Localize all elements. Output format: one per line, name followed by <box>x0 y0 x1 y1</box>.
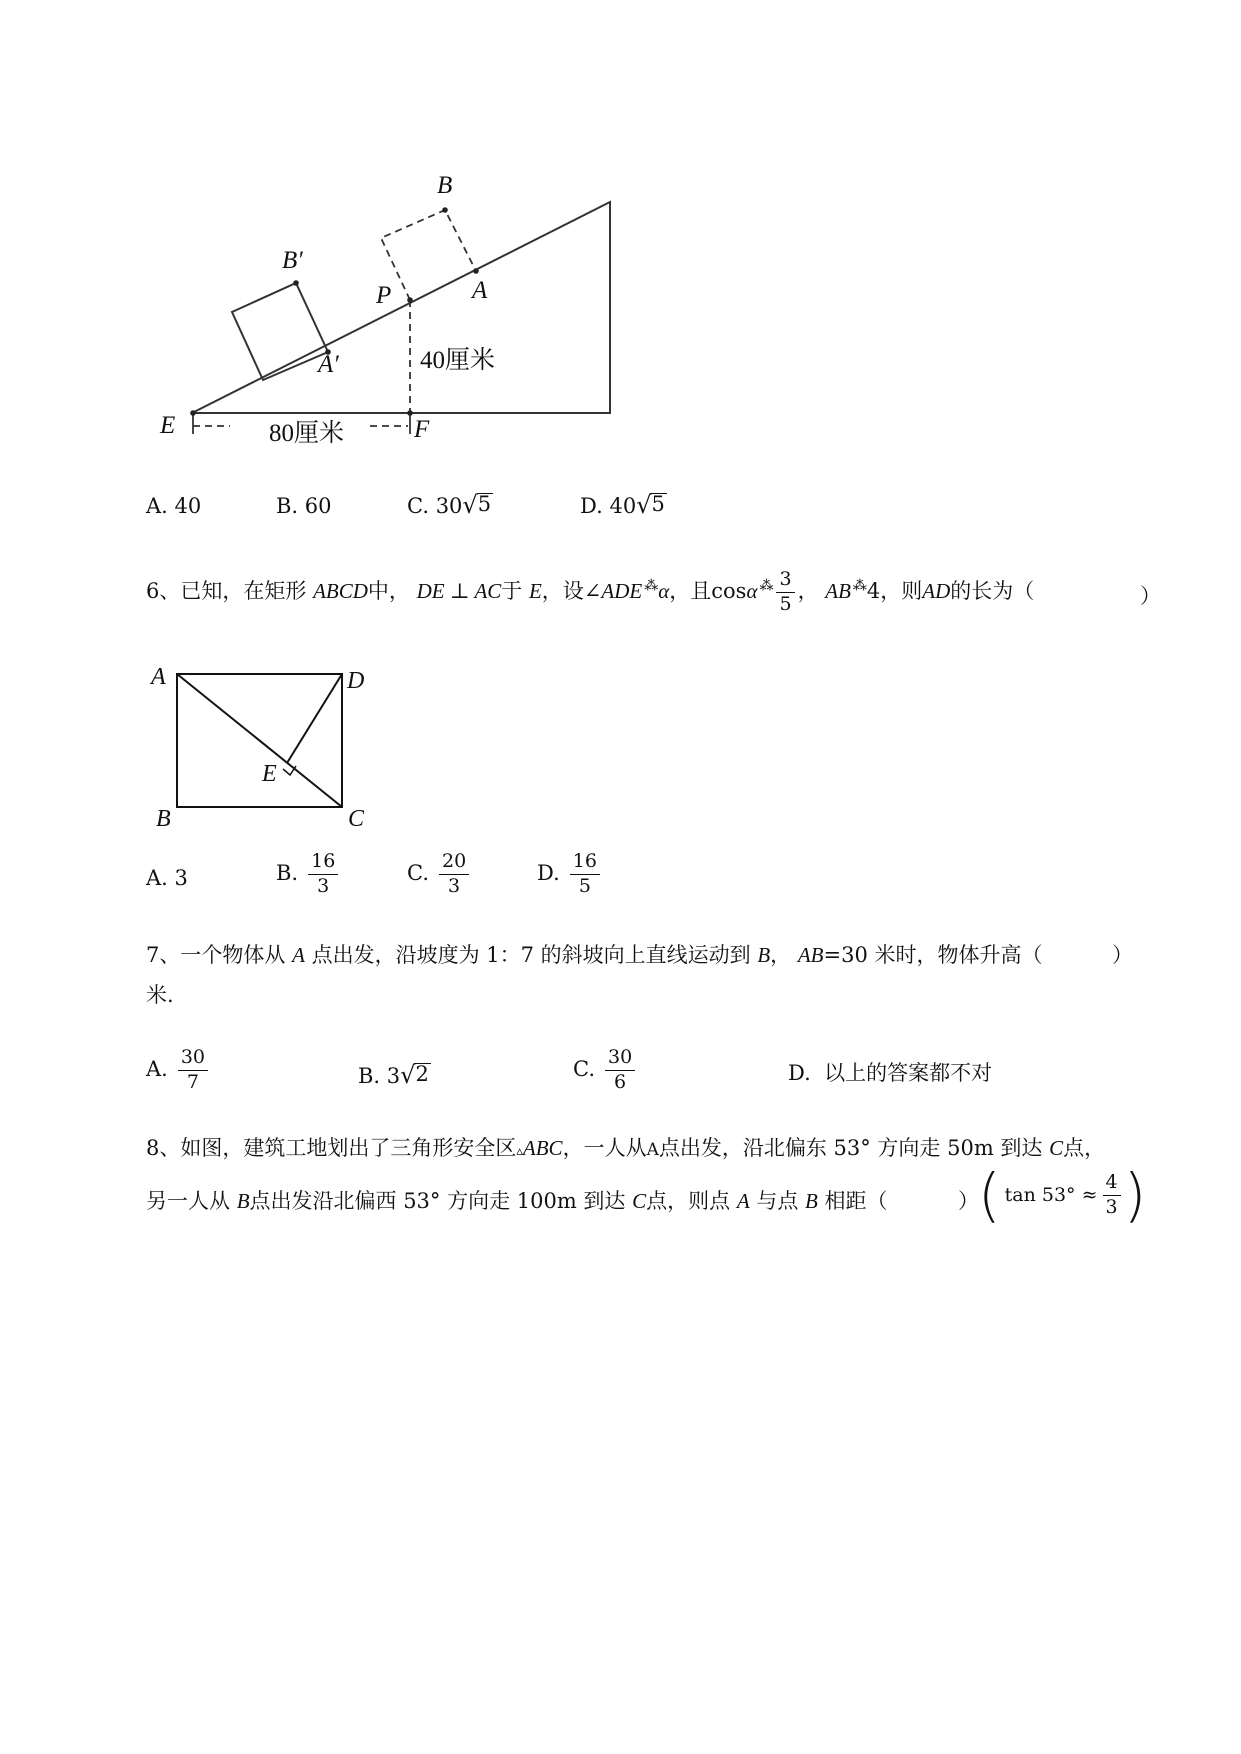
q6-close-paren: ） <box>1140 584 1161 608</box>
base-label: 80厘米 <box>269 420 345 447</box>
q8-close-paren: ） <box>958 1189 979 1213</box>
diagonal-ac <box>177 674 342 807</box>
square-b-prime <box>232 283 328 380</box>
label-a-prime: A′ <box>318 351 339 378</box>
q6-option-c: C. $\frac{20}{3}$ <box>407 852 472 897</box>
q5-option-b: B. 60 <box>276 494 332 518</box>
rect-label-a: A <box>151 664 166 690</box>
rect-label-d: D <box>347 668 365 694</box>
q5-option-a: A. 40 <box>146 494 202 518</box>
q6-question: 6、已知，在矩形 ABCD中， DE ⊥ AC于 E，设∠ADE ⁂α，且cosα ⁂ $\frac{3}{5}$ ， AB ⁂4，则AD的长为（ <box>146 568 1035 615</box>
q8-question-line1: 8、如图，建筑工地划出了三角形安全区▵ABC，一人从A点出发，沿北偏东 53° 方向走 50m 到达 C点， <box>146 1136 1106 1160</box>
q7-close-paren: ） <box>1112 943 1133 967</box>
segment-de <box>287 674 342 763</box>
height-label: 40厘米 <box>420 347 496 374</box>
q8-tan-hint: ( tan 53° ≈ $\frac{4}{3}$ ) <box>978 1161 1147 1229</box>
rectangle-figure <box>140 660 390 835</box>
q6-option-a: A. 3 <box>146 866 188 890</box>
q5-option-d: D. 40 √ 5 <box>580 491 665 519</box>
label-b: B <box>437 172 453 199</box>
rect-label-c: C <box>348 806 365 832</box>
label-a: A <box>472 277 488 304</box>
q7-option-c: C. $\frac{30}{6}$ <box>573 1048 638 1093</box>
square-b-dashed <box>381 210 476 300</box>
rect-label-e: E <box>262 761 277 787</box>
q7-option-b: B. 3 √ 2 <box>358 1061 429 1089</box>
rect-label-b: B <box>156 806 171 832</box>
q7-option-a: A. $\frac{30}{7}$ <box>146 1048 211 1093</box>
q5-option-c: C. 30 √ 5 <box>407 491 492 519</box>
q7-option-d: D. 以上的答案都不对 <box>788 1061 993 1085</box>
slope-figure <box>140 150 620 450</box>
q8-question-line2: 另一人从 B点出发沿北偏西 53° 方向走 100m 到达 C点，则点 A 与点 B 相距（ <box>146 1189 888 1213</box>
q7-line2: 米. <box>146 983 174 1007</box>
q7-question: 7、一个物体从 A 点出发，沿坡度为 1：7 的斜坡向上直线运动到 B， AB=30 米时，物体升高（ <box>146 943 1043 967</box>
label-p: P <box>376 282 392 309</box>
slope-triangle <box>192 202 610 413</box>
label-b-prime: B′ <box>282 247 303 274</box>
label-f: F <box>414 416 430 443</box>
q6-option-d: D. $\frac{16}{5}$ <box>537 852 603 897</box>
q6-option-b: B. $\frac{16}{3}$ <box>276 852 341 897</box>
label-e: E <box>160 412 176 439</box>
